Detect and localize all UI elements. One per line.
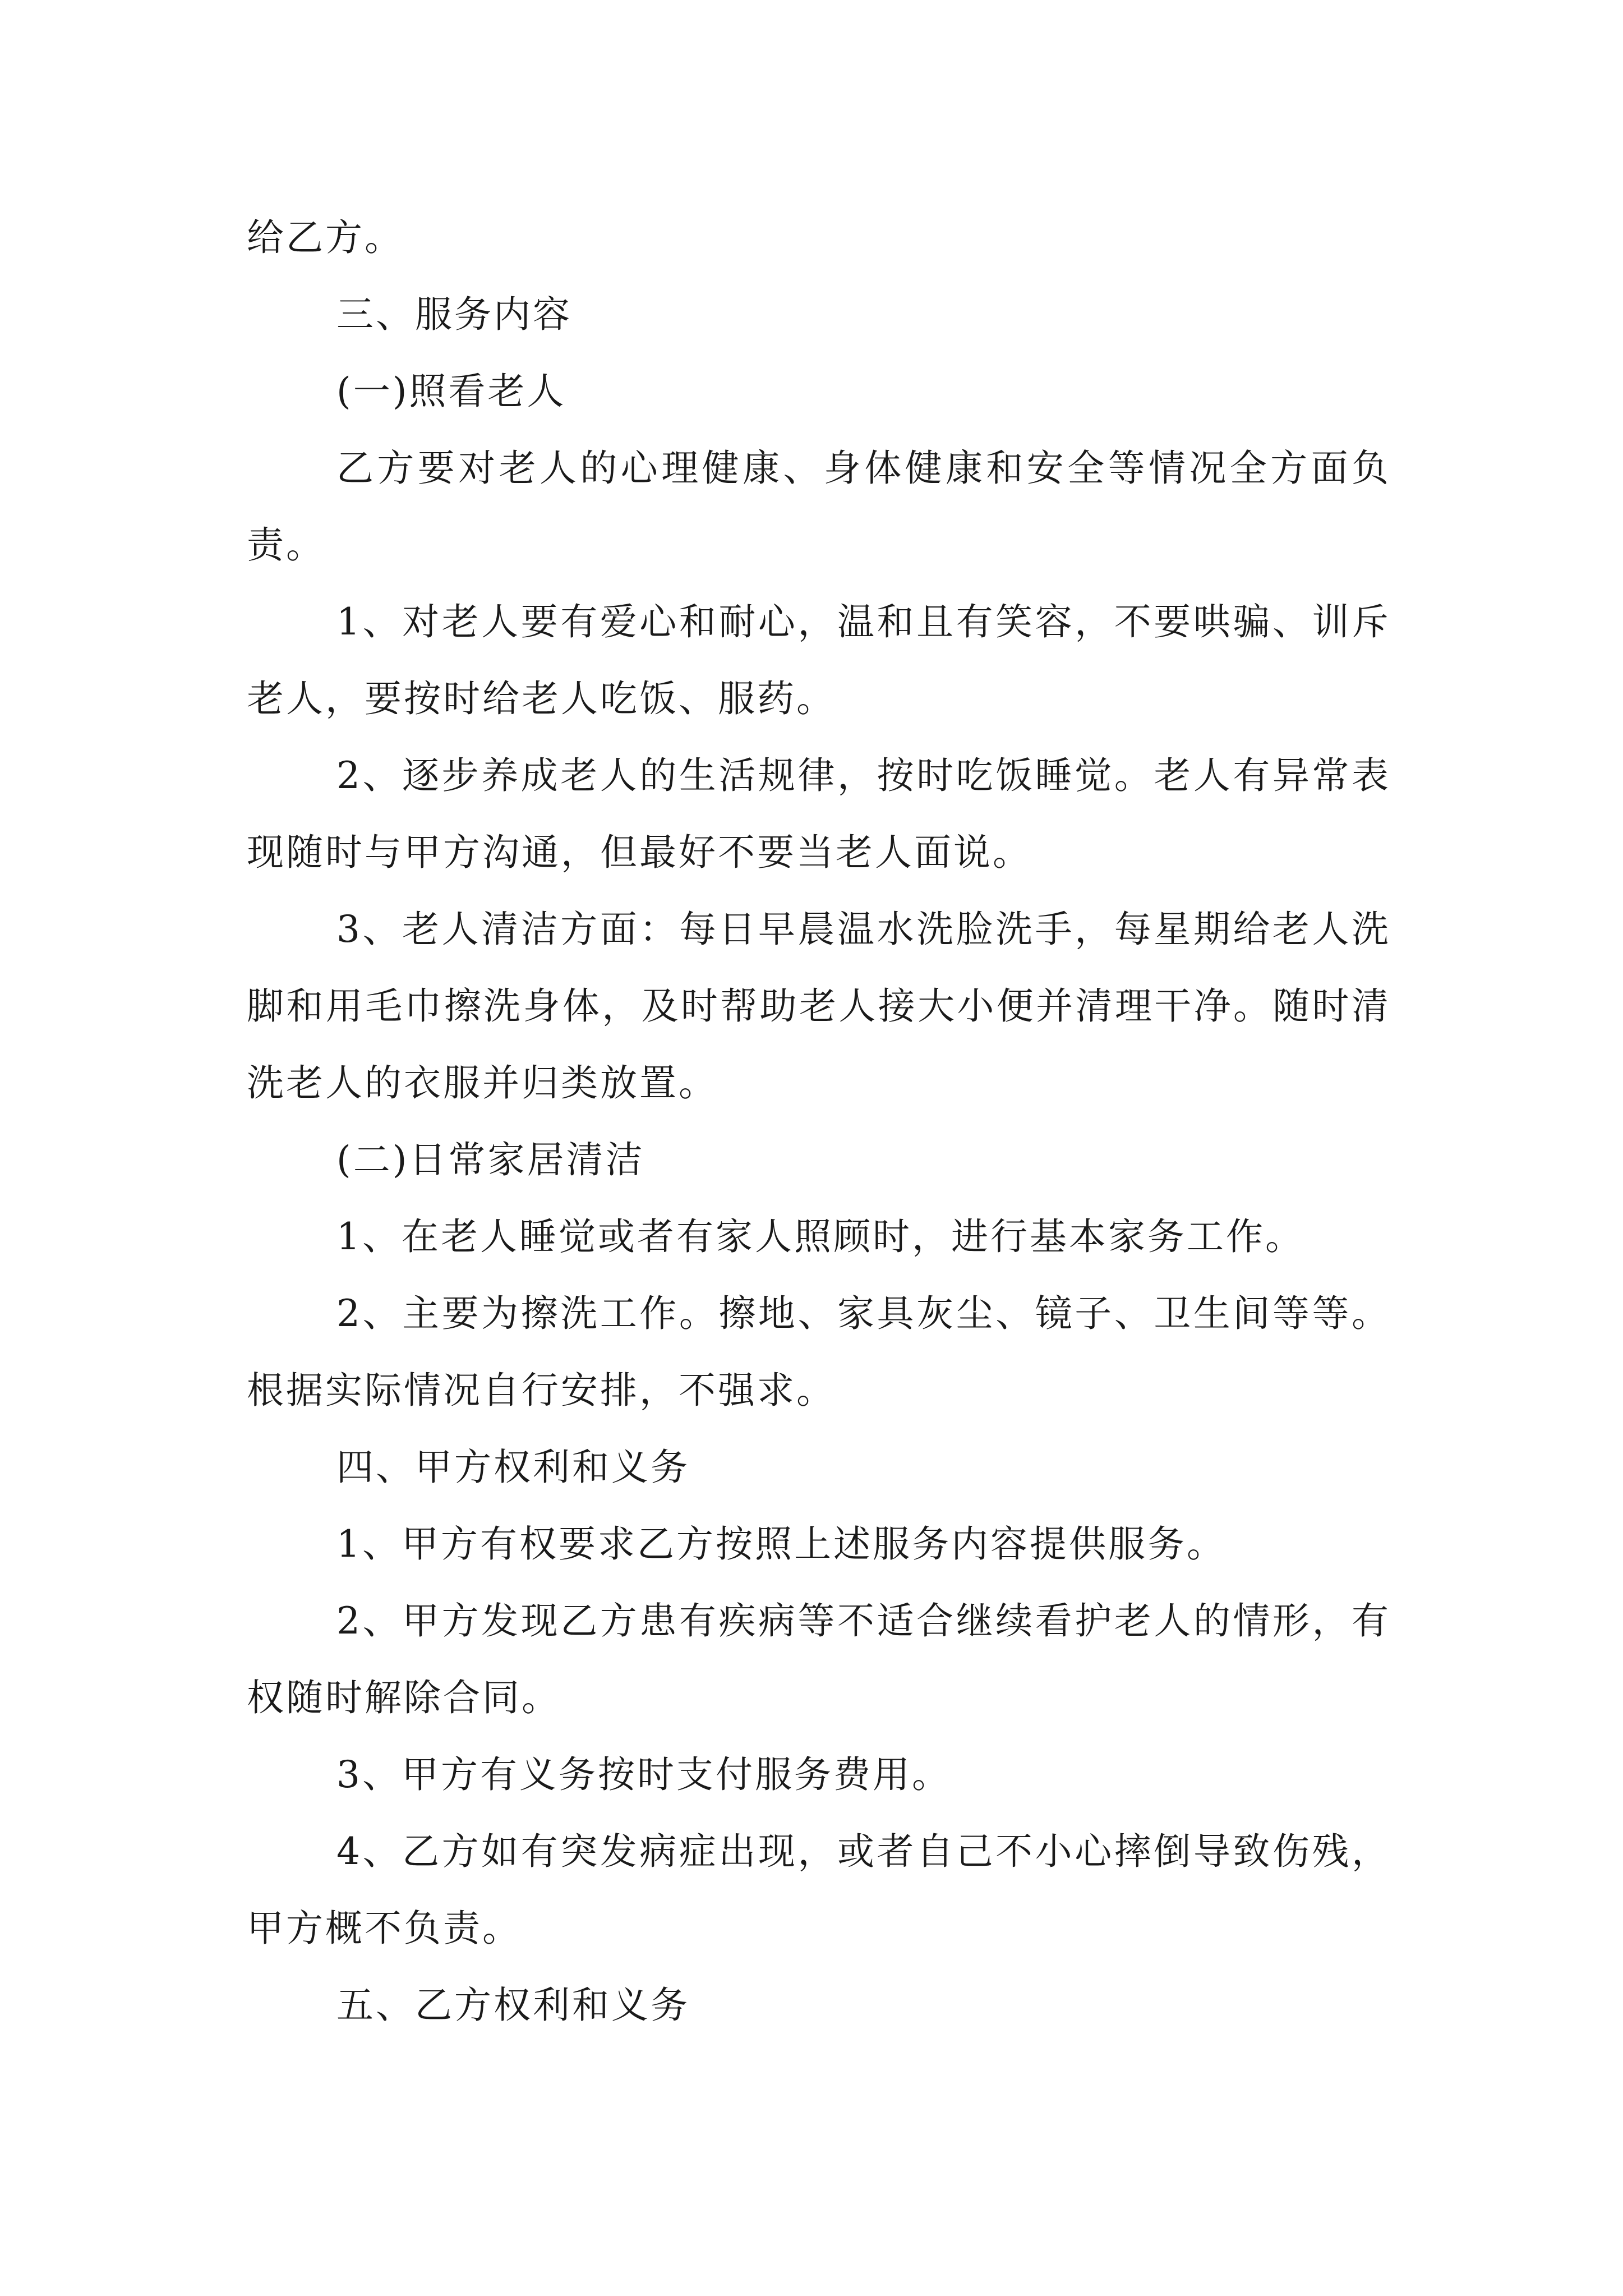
subsection-heading-home-cleaning: (二)日常家居清洁 [336, 1138, 645, 1181]
section-heading-party-b-rights: 五、乙方权利和义务 [336, 1984, 690, 2027]
subsection-heading-elder-care: (一)照看老人 [336, 370, 566, 413]
paragraph: 乙方要对老人的心理健康、身体健康和安全等情况全方面负责。 [247, 447, 1391, 567]
document-body [247, 199, 1391, 2044]
list-item: 2、逐步养成老人的生活规律，按时吃饭睡觉。老人有异常表现随时与甲方沟通，但最好不要当老人面说。 [247, 754, 1391, 874]
list-item: 3、甲方有义务按时支付服务费用。 [336, 1753, 951, 1796]
list-item: 2、主要为擦洗工作。擦地、家具灰尘、镜子、卫生间等等。根据实际情况自行安排，不强求。 [247, 1292, 1391, 1412]
section-heading-service-content: 三、服务内容 [336, 293, 572, 336]
list-item: 4、乙方如有突发病症出现，或者自己不小心摔倒导致伤残，甲方概不负责。 [247, 1830, 1391, 1950]
list-item: 1、在老人睡觉或者有家人照顾时，进行基本家务工作。 [336, 1215, 1304, 1258]
list-item: 1、对老人要有爱心和耐心，温和且有笑容，不要哄骗、训斥老人，要按时给老人吃饭、服药。 [247, 600, 1391, 720]
paragraph: 给乙方。 [247, 216, 404, 259]
list-item: 1、甲方有权要求乙方按照上述服务内容提供服务。 [336, 1522, 1226, 1566]
section-heading-party-a-rights: 四、甲方权利和义务 [336, 1446, 690, 1489]
list-item: 2、甲方发现乙方患有疾病等不适合继续看护老人的情形，有权随时解除合同。 [247, 1599, 1391, 1719]
list-item: 3、老人清洁方面：每日早晨温水洗脸洗手，每星期给老人洗脚和用毛巾擦洗身体，及时帮助老人接大小便并清理干净。随时清洗老人的衣服并归类放置。 [247, 908, 1391, 1105]
